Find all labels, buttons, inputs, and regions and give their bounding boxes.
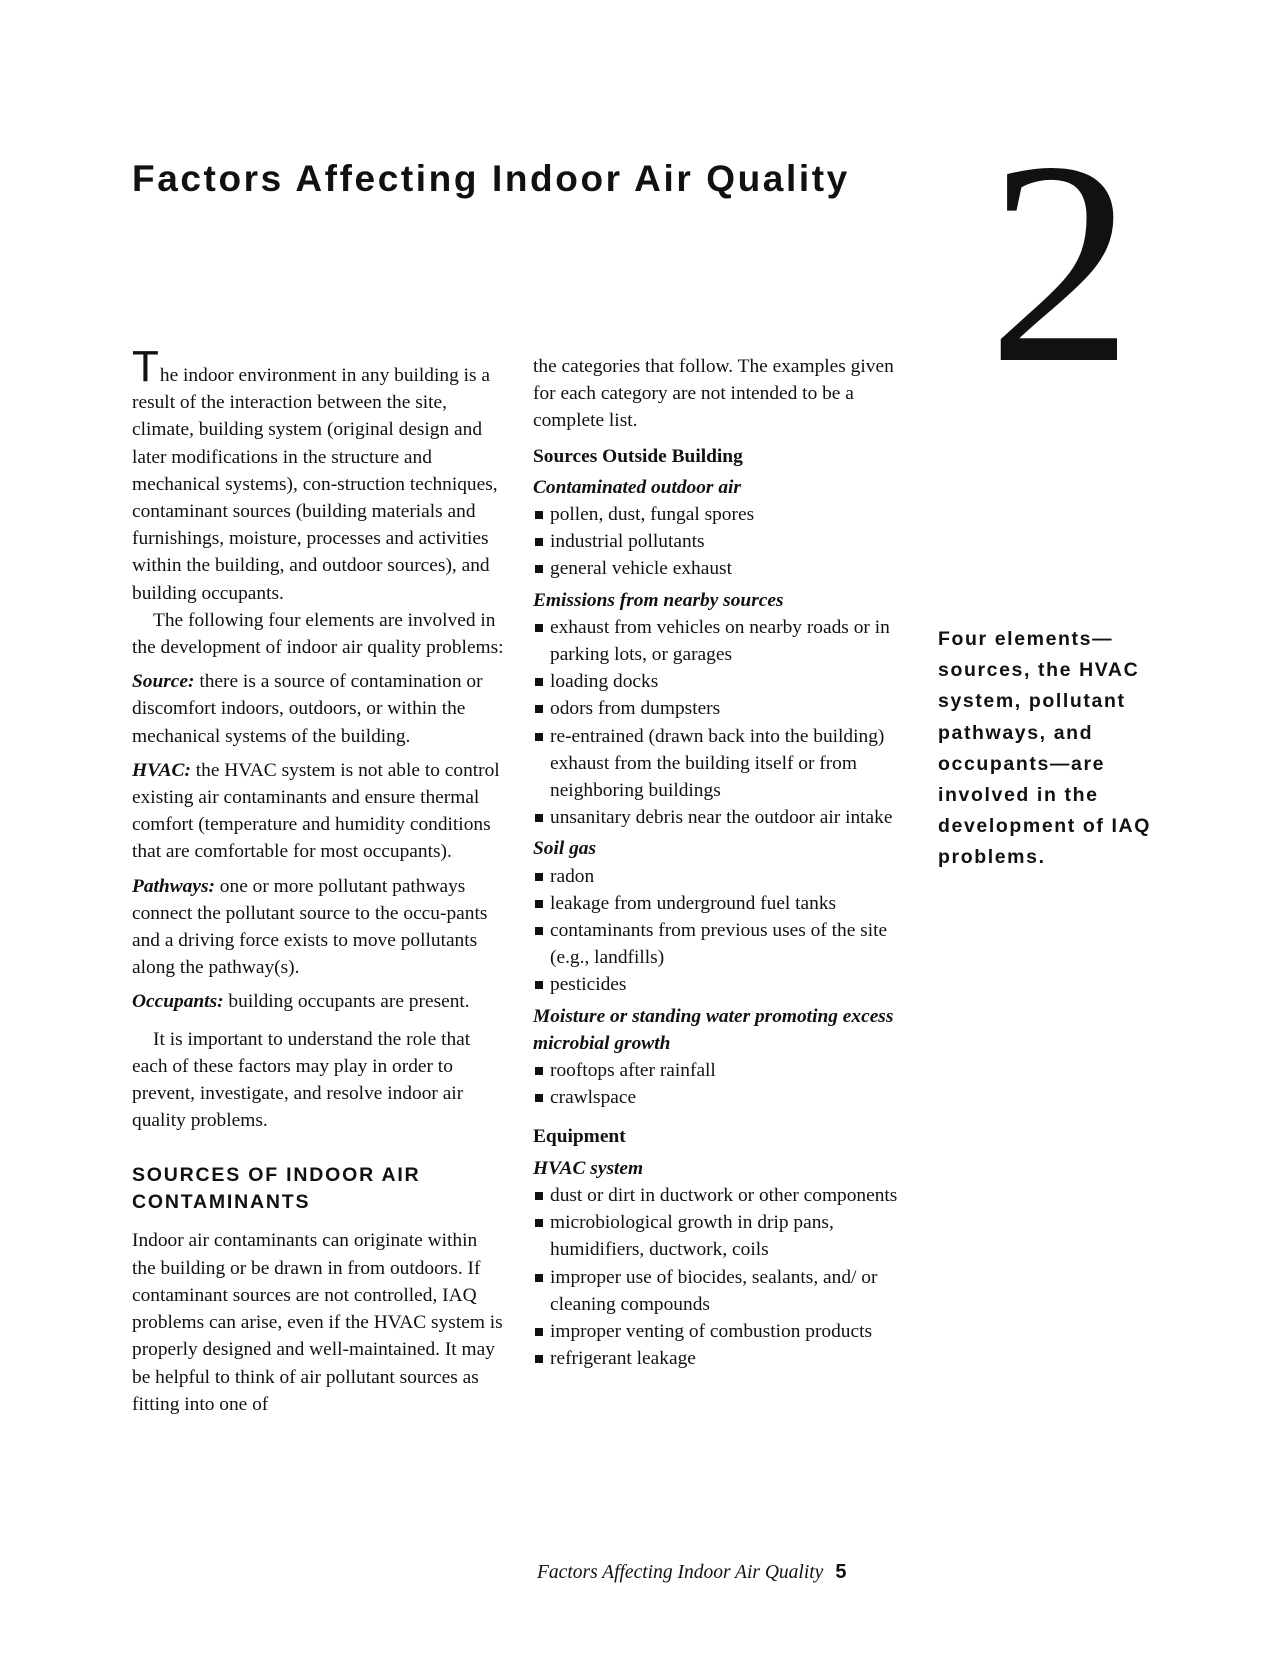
subcategory-heading: Moisture or standing water promoting excess microbial growth — [533, 1005, 894, 1054]
list-item: odors from dumpsters — [533, 695, 905, 722]
list-item: re-entrained (drawn back into the building) exhaust from the building itself or from neighboring buildings — [533, 723, 905, 805]
element-source — [132, 668, 504, 750]
list-item: improper use of biocides, sealants, and/ or cleaning compounds — [533, 1264, 905, 1318]
page-number: 5 — [835, 1561, 847, 1583]
page-title: Factors Affecting Indoor Air Quality — [132, 158, 850, 199]
column-left — [132, 342, 504, 1418]
list-item: unsanitary debris near the outdoor air intake — [533, 804, 905, 831]
outside-building-heading: Sources Outside Building — [533, 445, 743, 467]
chapter-number: 2 — [988, 102, 1133, 423]
element-text: there is a source of contamination or discomfort indoors, outdoors, or within the mechanical systems of the building. — [132, 671, 483, 747]
list-item: rooftops after rainfall — [533, 1057, 905, 1084]
subcategory-heading: Contaminated outdoor air — [533, 476, 741, 498]
list-item: refrigerant leakage — [533, 1345, 905, 1372]
sources-paragraph: Indoor air contaminants can originate within the building or be drawn in from outdoors. If contaminant sources are not controlled, IAQ problems can arise, even if the HVAC system is properly designed and well-maintained. It may be helpful to think of air pollutant sources as fitting into one of — [132, 1230, 503, 1415]
bullet-list — [533, 501, 905, 583]
page-footer — [537, 1561, 846, 1584]
list-item: radon — [533, 863, 905, 890]
section-heading: SOURCES OF INDOOR AIR CONTAMINANTS — [132, 1164, 421, 1214]
bullet-list — [533, 1182, 905, 1372]
footer-title: Factors Affecting Indoor Air Quality — [537, 1562, 824, 1583]
element-term: Pathways: — [132, 875, 215, 897]
bullet-list — [533, 863, 905, 999]
equipment-heading: Equipment — [533, 1126, 626, 1148]
list-item: crawlspace — [533, 1084, 905, 1111]
list-item: pesticides — [533, 971, 905, 998]
intro-paragraph — [132, 342, 504, 607]
element-pathways — [132, 873, 504, 982]
column-right — [533, 353, 905, 1372]
list-item: dust or dirt in ductwork or other components — [533, 1182, 905, 1209]
element-term: Occupants: — [132, 991, 224, 1013]
bullet-list — [533, 1057, 905, 1111]
subcategory-heading: Emissions from nearby sources — [533, 589, 784, 611]
element-text: the HVAC system is not able to control existing air contaminants and ensure thermal comfort (temperature and humidity conditions that are comfortable for most occupants). — [132, 759, 500, 863]
element-occupants — [132, 988, 504, 1015]
intro-text: he indoor environment in any building is a result of the interaction between the site, climate, building system (original design and later modifications in the structure and mechanical systems), con-struction techniques, contaminant sources (building materials and furnishings, moisture, processes and activities within the building, and outdoor sources), and building occupants. — [132, 365, 498, 604]
sidebar-pull-quote: Four elements— sources, the HVAC system, pollutant pathways, and occupants—are involved in the development of IAQ problems. — [938, 628, 1151, 869]
element-hvac — [132, 757, 504, 866]
list-item: industrial pollutants — [533, 528, 905, 555]
list-item: pollen, dust, fungal spores — [533, 501, 905, 528]
list-item: loading docks — [533, 668, 905, 695]
subcategory-heading: Soil gas — [533, 838, 597, 860]
list-item: improper venting of combustion products — [533, 1318, 905, 1345]
list-item: exhaust from vehicles on nearby roads or in parking lots, or garages — [533, 614, 905, 668]
list-item: general vehicle exhaust — [533, 555, 905, 582]
bullet-list — [533, 614, 905, 832]
element-term: Source: — [132, 671, 195, 693]
continuation-paragraph: the categories that follow. The examples given for each category are not intended to be a complete list. — [533, 356, 894, 432]
drop-cap: T — [132, 342, 159, 391]
element-text: one or more pollutant pathways connect the pollutant source to the occu-pants and a driving force exists to move pollutants along the pathway(s). — [132, 875, 488, 979]
elements-intro-paragraph: The following four elements are involved in the development of indoor air quality problems: — [132, 609, 504, 659]
list-item: contaminants from previous uses of the site (e.g., landfills) — [533, 917, 905, 971]
list-item: leakage from underground fuel tanks — [533, 890, 905, 917]
importance-paragraph: It is important to understand the role that each of these factors may play in order to prevent, investigate, and resolve indoor air quality problems. — [132, 1028, 471, 1132]
element-text: building occupants are present. — [223, 991, 470, 1013]
list-item: microbiological growth in drip pans, humidifiers, ductwork, coils — [533, 1209, 905, 1263]
subcategory-heading: HVAC system — [533, 1157, 644, 1179]
element-term: HVAC: — [132, 759, 191, 781]
